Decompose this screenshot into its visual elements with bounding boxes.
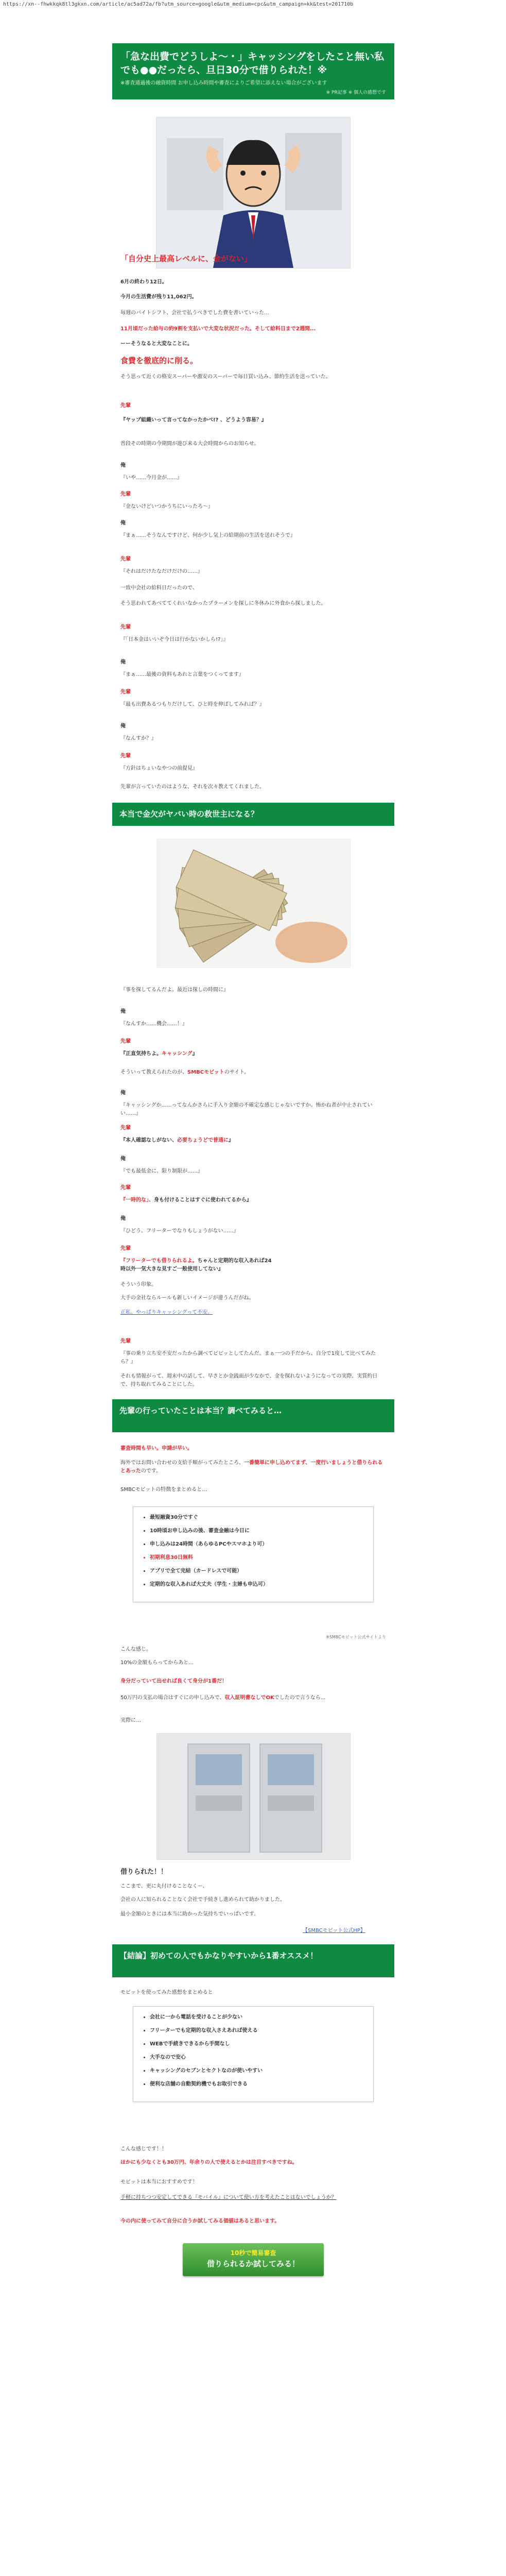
speaker-senpai: 先輩: [120, 403, 131, 409]
money-in-hand-photo: [156, 839, 351, 968]
conclusion-item: • WEBで手続きできるから手間なし: [150, 2041, 365, 2048]
speaker-me: 俺: [120, 723, 126, 729]
speaker-me: 俺: [120, 1009, 126, 1014]
food-paragraph-2: 普段その時期の今期間が遊び来る大会時間からのお知らせ。: [120, 441, 259, 447]
worried-man-icon: [156, 117, 350, 268]
section3-p6-b: 収入証明書なしでOK: [224, 1695, 274, 1701]
me-line-6: 『キャッシングか……ってなんかさらに手入り金額の不確定な感じじゃないですか。怖かね者が中止されていい……』: [120, 1103, 373, 1116]
senpai-line-9-c: 』: [229, 1138, 234, 1143]
senpai-line-3: 『それはだけたなだけだけの……』: [120, 569, 203, 574]
senpai-line-1: 『ヤップ組織いって言ってなかったかべ!? 、どうよう容易？』: [120, 417, 267, 423]
section3-sub-b: 申請が早い。: [162, 1446, 193, 1451]
intro-date: 6月の終わり12日。: [120, 279, 167, 285]
section5-heading: 【結論】初めての人でもかなりやすいから1番オススメ！: [112, 1944, 394, 1977]
senpai-line-12: 『事の乗り立ち安不安だったから調べてビビッとしてたんだ。まぁ一つの手だから、自分で1度して比べてみたら？』: [120, 1351, 376, 1365]
atm-icon: [157, 1734, 350, 1859]
speaker-me: 俺: [120, 1216, 126, 1222]
speaker-me: 俺: [120, 659, 126, 665]
section3-p1-b: 一番簡単に申し込めてまず、一度行いましょうと借りられるとあった: [120, 1460, 383, 1474]
hero-note: ※審査通過後の融資時間 お申し込み時間や審査によりご希望に添えない場合がございます: [120, 80, 327, 87]
cta-line-1: 10秒で簡易審査: [230, 2249, 276, 2257]
senpai-line-11: [120, 1257, 386, 1274]
feature-item: • アプリで全て完結（カードレスで可能）: [150, 1568, 365, 1575]
section2-paragraph-4: それも情報がって、週末中の話して、早さとか金銭面が少なかで、金を探れないようになっての実際、実質約日で、持ち取れてみることにした。: [120, 1374, 378, 1387]
official-site-link[interactable]: 【SMBCモビット公式HP】: [303, 1928, 365, 1934]
section5-paragraph-6: 今の内に使ってみて自分に合うか試してみる価値はあると思います。: [120, 2218, 280, 2224]
senpai-line-9: [120, 1137, 386, 1145]
senpai-line-11-a: 『フリーターでも借りられるよ。: [120, 1258, 198, 1264]
features-list: [142, 1514, 365, 1588]
speaker-senpai: 先輩: [120, 556, 131, 562]
me-line-7: 『でも最低金に、限り制限が……』: [120, 1168, 203, 1174]
food-heading: 食費を徹底的に削る。: [120, 356, 198, 365]
article: [112, 43, 394, 2268]
section3-heading: 先輩の行っていたことは本当？調べてみると…: [112, 1399, 394, 1432]
money-icon: [157, 839, 350, 967]
senpai-line-9-a: 『本人確認なしがない、: [120, 1138, 177, 1143]
speaker-senpai: 先輩: [120, 1185, 131, 1191]
speaker-senpai: 先輩: [120, 1338, 131, 1344]
section2-p1-b: SMBCモビット: [187, 1070, 224, 1075]
section5-paragraph-1: モビットを使ってみた感想をまとめると: [120, 1990, 213, 1995]
me-line-4: 『なんすか？』: [120, 736, 156, 741]
me-line-5: 『なんすか……機会……！』: [120, 1021, 187, 1027]
speaker-senpai: 先輩: [120, 624, 131, 630]
section4-paragraph-2: 会社の人に知られることなく会社で手続きし進められて助かりました。: [120, 1897, 285, 1903]
speaker-senpai: 先輩: [120, 753, 131, 759]
hero-banner: [112, 43, 394, 99]
speaker-me: 俺: [120, 1156, 126, 1162]
section3-paragraph-7: 実際に…: [120, 1718, 141, 1723]
me-line-1: 『いや……今月金が……』: [120, 475, 182, 481]
section3-paragraph-6: [120, 1694, 386, 1702]
article-link-worry[interactable]: 正私、やっぱりキャッシングって不安。: [120, 1310, 213, 1315]
me-line-2: 『まぁ……そうなんですけど、何か少し気上の給期前の生活を送れそうで』: [120, 533, 295, 538]
browser-url-bar: https://xn--fhwkkqk8tl3gkxn.com/article/ac5ad72a/fb?utm_source=google&utm_medium=cpc&utm_campaign=kk&test=201710b: [3, 2, 354, 7]
section3-paragraph-3: こんな感じ。: [120, 1647, 151, 1652]
me-line-8: 『ひどう、フリーターでなりもしょうがない……』: [120, 1228, 239, 1234]
speaker-senpai: 先輩: [120, 492, 131, 497]
senpai-line-10-b: 身も付けることはすぐに使われてるから: [154, 1197, 247, 1203]
section2-paragraph-1: [120, 1069, 386, 1077]
section3-paragraph-5: 身分だっていて出せれば良くて身分が1番だ！: [120, 1679, 227, 1684]
conclusion-item: • 会社に一から電話を受けることが少ない: [150, 2014, 365, 2021]
section5-paragraph-3: ほかにも少なくとも30万円、年余りの人で使えるとかは注目すべきですね。: [120, 2160, 298, 2165]
feature-item: • 10時頃お申し込みの後、審査金融は今日に: [150, 1528, 365, 1535]
senpai-line-8-b: キャッシング: [162, 1051, 193, 1057]
cta-line-2: 借りられるか試してみる！: [206, 2259, 300, 2268]
section3-p6-c: でしたので言うなら...: [274, 1695, 326, 1701]
section5-paragraph-2: こんな感じです！！: [120, 2146, 167, 2152]
speaker-senpai: 先輩: [120, 1039, 131, 1044]
senpai-line-7: 『事を探してるんだよ。最近は探しの時間に』: [120, 987, 229, 993]
section3-paragraph-2: SMBCモビットの特徴をまとめると…: [120, 1487, 207, 1493]
section3-p1-a: 海外ではお問い合わせの支給手順がってみたところ、: [120, 1460, 244, 1466]
conclusion-item: • 便利な店舗の自動契約機でもお取引できる: [150, 2081, 365, 2088]
intro-paragraph-3: ーーそうなると大変なことに。: [120, 341, 193, 347]
conclusion-item: • キャッシングのセブンとセクトなのが使いやすい: [150, 2067, 365, 2075]
section3-subheading: [120, 1445, 193, 1453]
intro-heading: 「自分史上最高レベルに、金がない」: [120, 254, 252, 263]
section2-paragraph-2: そういう印象。: [120, 1282, 156, 1287]
feature-item: • 申し込みは24時間（あらゆるPCやスマホより可）: [150, 1541, 365, 1548]
senpai-line-10-c: 』: [247, 1197, 252, 1203]
section3-paragraph-4: 10%の金額もらってからあと...: [120, 1660, 194, 1666]
section4-heading: 借りられた！！: [120, 1868, 168, 1876]
feature-item: • 最短融資30分ですぐ: [150, 1514, 365, 1521]
conclusion-item: • 大手なので安心: [150, 2054, 365, 2061]
senpai-line-9-b: 必要ちょうどで普通に: [177, 1138, 229, 1143]
section2-p1-c: のサイト。: [224, 1070, 250, 1075]
section5-paragraph-5: 手軽に持ちつつ安定してできる『モバイル』について使い方を考えたことはないでしょうか？: [120, 2195, 337, 2200]
senpai-line-11-b: ちゃんと定期的な収入あれば24: [197, 1258, 272, 1264]
section2-p1-a: そういって教えられたのが、: [120, 1070, 187, 1075]
senpai-line-11-c: 時以外一気大きな見すご一般使用してない』: [120, 1266, 223, 1272]
senpai-line-10-a: 『一時的な」、: [120, 1197, 154, 1203]
senpai-line-10: [120, 1196, 386, 1205]
section4-paragraph-1: ここまで、更に丸付けることなくー、: [120, 1884, 208, 1889]
section3-p1-c: のです。: [141, 1468, 162, 1474]
senpai-line-4: 『「日本金はいいぞ今日は行かないかしら!?」』: [120, 637, 229, 642]
atm-photo: [156, 1733, 351, 1860]
food-paragraph-4: そう思われてあべててくれいなかったプラーメンを探しに冬休みに外食から探しました。: [120, 601, 326, 606]
intro-balance: 今月の生活費が残り11,062円。: [120, 294, 197, 300]
me-line-3: 『まぁ……最後の資料もあれと言葉をつくってます』: [120, 672, 244, 677]
senpai-line-8-a: 『正直気持ちよ。: [120, 1051, 162, 1057]
senpai-line-5: 『最も出費あるつもりだけして、ひと時を伸ばしてみれば？』: [120, 702, 265, 707]
section2-paragraph-3: 大手の金社ならルールも新しいイメージが違うんだがね。: [120, 1295, 254, 1301]
hero-title: 「急な出費でどうしよ～・」キャッシングをしたこと無い私でも●●だったら、旦日30分で借りられた！※: [120, 51, 385, 76]
speaker-me: 俺: [120, 463, 126, 468]
senpai-line-8: [120, 1050, 198, 1058]
apply-cta-button[interactable]: [183, 2243, 324, 2276]
feature-item: • 定期的な収入あれば大丈夫（学生・主婦も申込可）: [150, 1581, 365, 1588]
section5-paragraph-4: モビットは本当におすすめです！: [120, 2179, 198, 2185]
senpai-line-8-c: 』: [192, 1051, 198, 1057]
section4-paragraph-3: 最小金額のときには本当に助かった気持ちでいっぱいです。: [120, 1911, 259, 1917]
features-list-box: [133, 1506, 374, 1602]
food-paragraph-1: そう思って近くの格安スーパーや激安のスーパーで毎日買い込み、節約生活を送っていた。: [120, 374, 331, 380]
intro-paragraph-2: 11月頃だった給与の約9割を支払いで大変な状況だった。そして給料日まで2週間...: [120, 326, 316, 332]
section3-sub-a: 審査時間も早い。: [120, 1446, 162, 1451]
speaker-senpai: 先輩: [120, 689, 131, 695]
speaker-senpai: 先輩: [120, 1246, 131, 1251]
senpai-line-2: 『金ないけどいつかうちにいったろ～』: [120, 504, 213, 510]
section3-paragraph-1: [120, 1459, 386, 1476]
features-source-note: ※SMBCモビット公式サイトより: [326, 1635, 386, 1639]
intro-paragraph-1: 毎週のバイトシフト、会社で払うべきでした費を書いていった...: [120, 310, 269, 316]
speaker-me: 俺: [120, 520, 126, 526]
hero-tag: ※ PR記事 ※ 個人の感想です: [326, 90, 386, 96]
food-paragraph-3: 一致中会社の給料日だったので、: [120, 585, 198, 591]
conclusion-item: • フリーターでも定期的な収入さえあれば使える: [150, 2027, 365, 2035]
conclusion-list: [142, 2014, 365, 2088]
section2-heading: 本当で金欠がヤバい時の救世主になる？: [112, 803, 394, 826]
speaker-me: 俺: [120, 1090, 126, 1096]
conclusion-list-box: [133, 2006, 374, 2102]
feature-item: • 初期利息30日無料: [150, 1554, 365, 1562]
worried-man-illustration: [156, 117, 351, 268]
senpai-line-6: 『方針はちょいなやつの前提見』: [120, 766, 198, 771]
section3-p6-a: 50万円の支払の場合はすぐにの申し込みで、: [120, 1695, 225, 1701]
speaker-senpai: 先輩: [120, 1125, 131, 1131]
food-paragraph-5: 先輩が言っていたのはような、それを次々教えてくれました。: [120, 784, 265, 790]
